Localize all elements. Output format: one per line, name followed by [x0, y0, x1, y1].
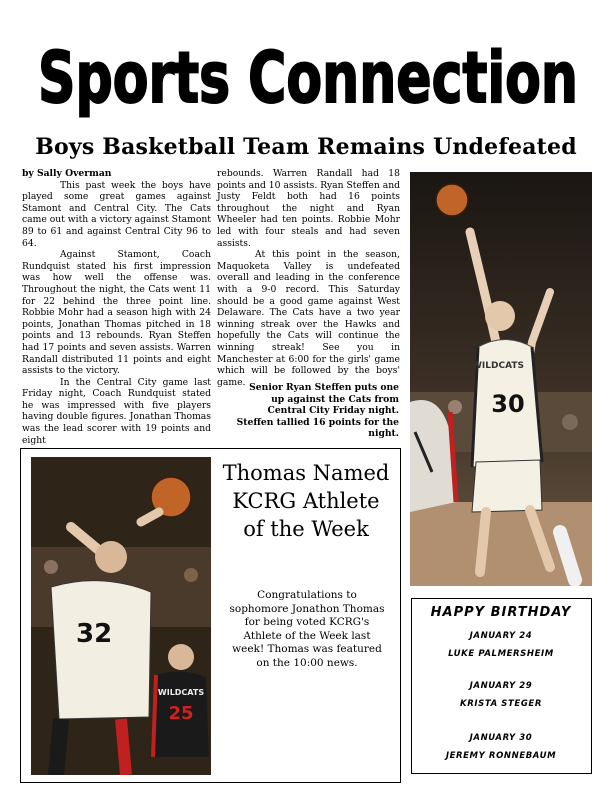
article-paragraph: Against Stamont, Coach Rundquist stated his first impression was how well the offense was. Throughout the night, the Cats went 11 for 22 behind the three point line. Robbie Mohr had a season high with 24 points, Jonathan Thomas pitched in 18 points and 13 rebounds. Ryan Steffen had 17 points and seven assists. Warren Randall distributed 11 points and eight assists to the victory.	[22, 249, 211, 377]
kcrg-body: Congratulations to sophomore Jonathon Thomas for being voted KCRG's Athlete of the Week last week! Thomas was featured on the 10:00 news.	[229, 589, 385, 669]
article-column-2	[217, 168, 400, 388]
jersey-number: 32	[76, 619, 113, 649]
birthday-name: LUKE PALMERSHEIM	[448, 649, 554, 659]
birthday-name: KRISTA STEGER	[460, 699, 542, 709]
article-column-1	[22, 168, 211, 446]
article-headline: Boys Basketball Team Remains Undefeated	[35, 134, 577, 160]
kcrg-photo	[31, 457, 211, 775]
jersey-number: 30	[491, 390, 525, 418]
jersey-text: WILDCATS	[157, 688, 205, 697]
photo-caption: Senior Ryan Steffen puts one up against the Cats from Central City Friday night. Steffen tallied 16 points for the night.	[236, 382, 399, 440]
byline: by Sally Overman	[22, 168, 112, 179]
jersey-text: WILDCATS	[472, 361, 524, 371]
masthead-title: Sports Connection	[38, 37, 578, 119]
birthday-box	[411, 598, 592, 774]
birthday-date: JANUARY 30	[469, 733, 533, 743]
birthday-date: JANUARY 24	[469, 631, 533, 641]
article-paragraph: rebounds. Warren Randall had 18 points and 10 assists. Ryan Steffen and Justy Feldt both had 16 points throughout the night and Ryan Wheeler had ten points. Robbie Mohr led with four steals and had seven assists.	[217, 168, 400, 249]
article-paragraph: This past week the boys have played some great games against Stamont and Central City. The Cats came out with a victory against Stamont 89 to 61 and against Central City 96 to 64.	[22, 179, 211, 249]
masthead	[38, 14, 583, 124]
kcrg-box	[20, 448, 401, 783]
birthday-date: JANUARY 29	[469, 681, 533, 691]
main-photo	[410, 172, 592, 586]
basketball-icon	[436, 184, 468, 216]
birthday-title: HAPPY BIRTHDAY	[430, 605, 572, 620]
article-paragraph: In the Central City game last Friday night, Coach Rundquist stated he was impressed with five players having double figures. Jonathan Thomas was the lead scorer with 19 points and eight	[22, 376, 211, 446]
article-paragraph: At this point in the season, Maquoketa Valley is undefeated overall and leading in the conference with a 9-0 record. This Saturday should be a good game against West Delaware. The Cats have a two year winning streak over the Hawks and hopefully the Cats will continue the winning streak! See you in Manchester at 6:00 for the girls' game which will be followed by the boys' game.	[217, 249, 400, 388]
jersey-number: 25	[168, 703, 194, 724]
kcrg-title: Thomas Named KCRG Athlete of the Week	[222, 461, 390, 541]
birthday-name: JEREMY RONNEBAUM	[445, 751, 557, 761]
